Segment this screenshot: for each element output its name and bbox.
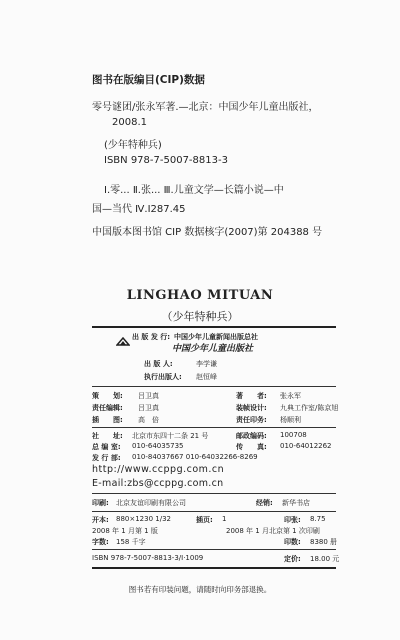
address-label: 社 址: [92, 432, 123, 440]
illustrator-label: 插 图: [92, 416, 123, 424]
cip-line-2: 2008.1 [112, 117, 147, 128]
cehua-value: 吕卫真 [138, 392, 159, 400]
cip-isbn: ISBN 978-7-5007-8813-3 [104, 155, 228, 166]
publisher-logo [116, 332, 130, 351]
exec-publisher-label: 执行出版人: [144, 373, 182, 381]
sales-value: 010-84037667 010-64032266-8269 [132, 453, 258, 461]
sheets-label: 印张: [284, 516, 301, 524]
bottom-rule [92, 567, 336, 569]
publisher-logo-icon [116, 337, 130, 347]
print-manager-value: 杨顺利 [280, 416, 301, 424]
print-manager-label: 责任印务: [236, 416, 267, 424]
print-run-value: 2008 年 1 月北京第 1 次印刷 [226, 527, 320, 535]
words-label: 字数: [92, 538, 109, 546]
cip-line-1: 零号谜团/张永军著.—北京：中国少年儿童出版社， [92, 102, 319, 113]
office-value: 010-64035735 [132, 442, 184, 450]
rule-3 [92, 493, 336, 494]
distributor-label: 经销: [256, 499, 273, 507]
top-rule [92, 326, 336, 328]
chupanren-label: 出 版 人: [144, 360, 173, 368]
copies-label: 印数: [284, 538, 301, 546]
price-value: 18.00 元 [310, 555, 340, 563]
publisher-label: 出 版 发 行: [132, 333, 171, 341]
rule-5 [92, 549, 336, 550]
book-subtitle: （少年特种兵） [161, 310, 239, 323]
cehua-label: 策 划: [92, 392, 123, 400]
cip-line-3: (少年特种兵) [104, 140, 162, 151]
cip-data-number: 中国版本图书馆 CIP 数据核字(2007)第 204388 号 [92, 227, 323, 238]
plates-value: 1 [222, 515, 227, 523]
editor-label: 责任编辑: [92, 404, 123, 412]
distributor-value: 新华书店 [282, 499, 310, 507]
sheets-value: 8.75 [310, 515, 326, 523]
copies-value: 8380 册 [310, 538, 338, 546]
rule-4 [92, 511, 336, 512]
email-link[interactable]: E-mail:zbs@ccppg.com.cn [92, 478, 224, 489]
format-label: 开本: [92, 516, 109, 524]
author-label: 著 者: [236, 392, 267, 400]
chupanren-value: 李学谦 [196, 360, 217, 368]
cip-header: 图书在版编目(CIP)数据 [92, 74, 205, 86]
edition-value: 2008 年 1 月第 1 版 [92, 527, 158, 535]
fax-value: 010-64012262 [280, 442, 332, 450]
postcode-value: 100708 [280, 431, 307, 439]
author-value: 张永军 [280, 392, 301, 400]
cip-line-5: Ⅰ.零... Ⅱ.张... Ⅲ.儿童文学—长篇小说—中 [104, 185, 284, 196]
exec-publisher-value: 赵恒峰 [196, 373, 217, 381]
cip-line-6: 国—当代 Ⅳ.I287.45 [92, 204, 186, 215]
rule-2 [92, 427, 336, 428]
postcode-label: 邮政编码: [236, 432, 267, 440]
price-label: 定价: [284, 555, 301, 563]
fax-label: 传 真: [236, 443, 267, 451]
editor-value: 吕卫真 [138, 404, 159, 412]
design-value: 九典工作室/陈京旭 [280, 404, 339, 412]
office-label: 总 编 室: [92, 443, 121, 451]
illustrator-value: 高 倍 [138, 416, 159, 424]
sales-label: 发 行 部: [92, 454, 121, 462]
design-label: 装帧设计: [236, 404, 267, 412]
plates-label: 插页: [196, 516, 213, 524]
book-title: LINGHAO MITUAN [126, 288, 274, 303]
format-value: 880×1230 1/32 [116, 515, 171, 523]
return-notice: 图书若有印装问题，请随时向印务部退换。 [128, 585, 272, 594]
printer-value: 北京友谊印刷有限公司 [116, 499, 186, 507]
address-value: 北京市东四十二条 21 号 [132, 432, 209, 440]
rule-1 [92, 386, 336, 387]
publisher-calligraphy: 中国少年儿童出版社 [172, 344, 254, 354]
publisher-name: 中国少年儿童新闻出版总社 [174, 333, 258, 341]
website-link[interactable]: http://www.ccppg.com.cn [92, 464, 225, 475]
words-value: 158 千字 [116, 538, 146, 546]
isbn-value: ISBN 978-7-5007-8813-3/I·1009 [92, 554, 204, 562]
printer-label: 印刷: [92, 499, 109, 507]
